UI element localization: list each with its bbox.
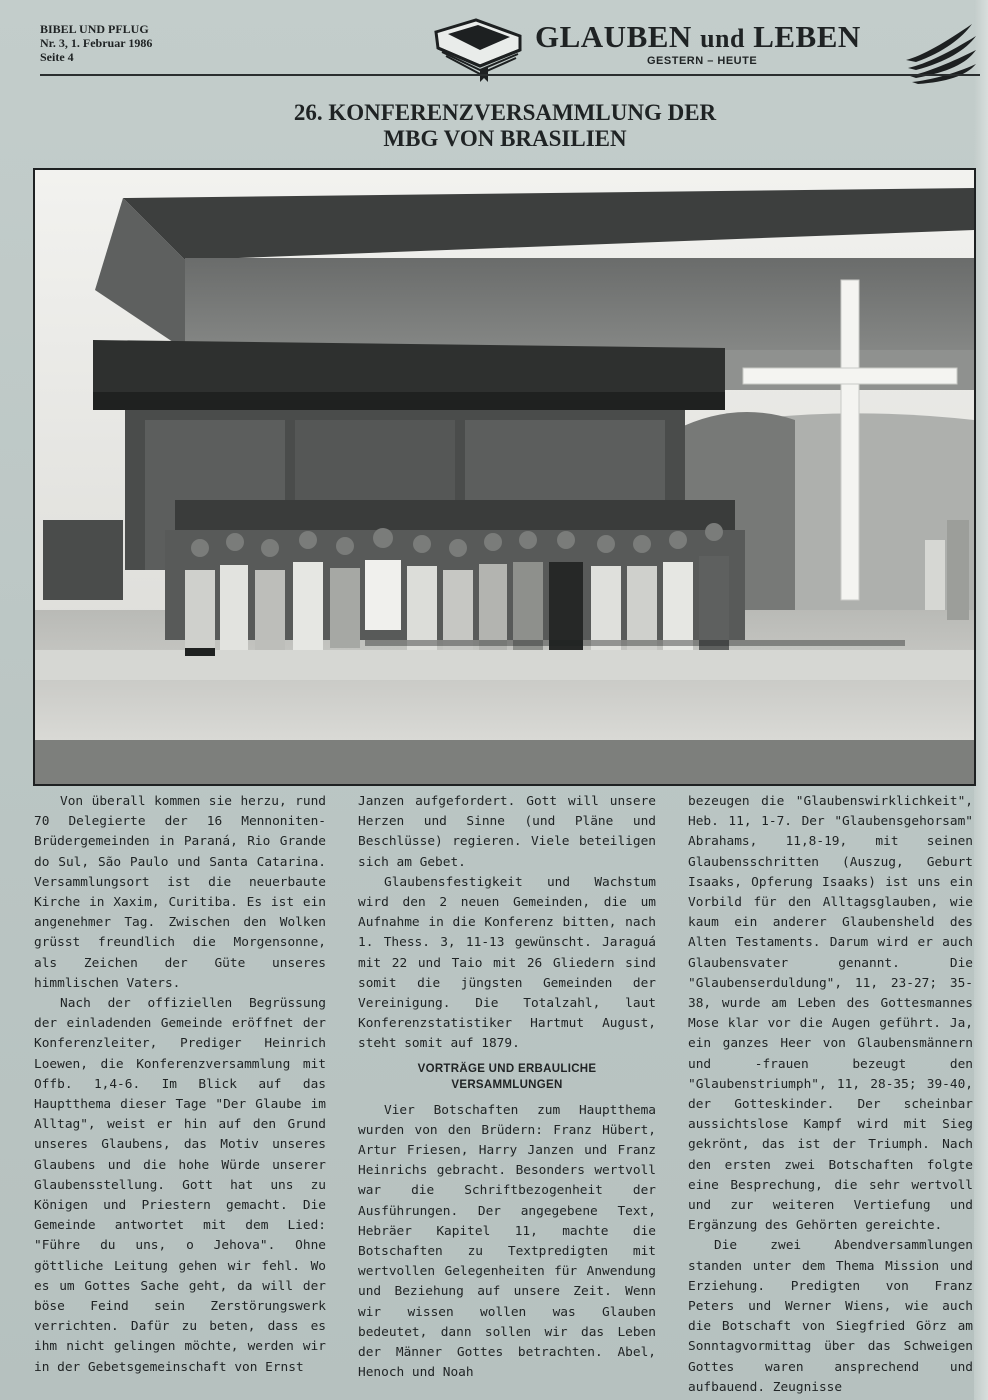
section-subtitle: GESTERN – HEUTE: [647, 55, 758, 67]
section-title: [535, 20, 905, 56]
header-rule: [40, 74, 980, 76]
section-title-word-3: LEBEN: [753, 19, 861, 54]
section-title-word-1: GLAUBEN: [535, 19, 692, 54]
paragraph: Vier Botschaften zum Hauptthema wurden von den Brüdern: Franz Hübert, Artur Friesen, Harry Janzen und Franz Heinrichs gebracht. Besonders wertvoll war die Schriftbezogenheit der Ausführungen. Der angegebene Text, Hebräer Kapitel 11, machte die Botschaften zu Textpredigten mit wertvollen Gelegenheiten für Anwendung und Beziehung auf unsere Zeit. Wenn wir wissen wollen was Glauben bedeutet, dann sollen wir das Leben der Männer Gottes betrachten. Abel, Henoch und Noah: [358, 1102, 656, 1381]
page-number: Seite 4: [40, 50, 74, 64]
subheading: [358, 1061, 656, 1093]
paragraph: Glaubensfestigkeit und Wachstum wird den 2 neuen Gemeinden, die um Aufnahme in die Konferenz bitten, nach 1. Thess. 3, 11-13 gewünscht. Jaraguá mit 22 und Taio mit 26 Gliedern sind somit die jüngsten Gemeinden der Vereinigung. Die Totalzahl, laut Konferenzstatistiker Hartmut August, steht somit auf 1879.: [358, 874, 656, 1052]
headline-line-1: 26. KONFERENZVERSAMMLUNG DER: [293, 100, 717, 125]
column-3: [688, 792, 973, 1398]
page-edge: [974, 0, 988, 1400]
subheading-line-1: VORTRÄGE UND ERBAULICHE: [417, 1062, 597, 1075]
paragraph: Von überall kommen sie herzu, rund 70 Delegierte der 16 Mennoniten-Brüdergemeinden in Paraná, Rio Grande do Sul, São Paulo und Santa Catarina. Versammlungsort ist die neuerbaute Kirche in Xaxim, Curitiba. Es ist ein angenehmer Tag. Zwischen den Wolken grüsst freundlich die Morgensonne, als Zeichen der Güte unseres himmlischen Vaters.: [34, 794, 326, 991]
section-brand: [535, 20, 905, 67]
paragraph: Janzen aufgefordert. Gott will unsere Herzen und Sinne (und Pläne und Beschlüsse) regieren. Viele beteiligen sich am Gebet.: [358, 794, 656, 870]
column-1: [34, 792, 326, 1378]
masthead-info: [40, 22, 240, 64]
paragraph: Nach der offiziellen Begrüssung der einladenden Gemeinde eröffnet der Konferenzleiter, Prediger Heinrich Loewen, die Konferenzversammlung mit Offb. 1,4-6. Im Blick auf das Hauptthema dieser Tage "Der Glaube im Alltag", weist er hin auf den Grund unseres Glaubens, das Motiv unseres Glaubens und die hohe Würde unserer Glaubensstellung. Gott hat uns zu Königen und Priestern gemacht. Die Gemeinde antwortet mit dem Lied: "Führe du uns, o Jehova". Ohne göttliche Leitung gehen wir fehl. Wo es um Gottes Sache geht, da will der böse Feind sein Zerstörungswerk verrichten. Dafür zu beten, dass es ihm nicht gelingen möchte, werden wir in der Gebetsgemeinschaft von Ernst: [34, 996, 326, 1375]
issue-line: Nr. 3, 1. Februar 1986: [40, 36, 153, 50]
paragraph: Die zwei Abendversammlungen standen unter dem Thema Mission und Erziehung. Predigten von Franz Peters und Werner Wiens, wie auch die Botschaft von Siegfried Görz am Sonntagvormittag über das Schweigen Gottes waren ansprechend und aufbauend. Zeugnisse: [688, 1238, 973, 1395]
flame-icon: [902, 20, 978, 86]
article-headline: [150, 100, 860, 152]
headline-line-2: MBG VON BRASILIEN: [383, 126, 627, 151]
group-photo: [33, 168, 976, 786]
group-photo-church-cross: [35, 170, 974, 784]
section-title-word-2: und: [700, 24, 745, 53]
publication-name: BIBEL UND PFLUG: [40, 22, 149, 36]
column-2: [358, 792, 656, 1383]
subheading-line-2: VERSAMMLUNGEN: [451, 1078, 563, 1091]
paragraph: bezeugen die "Glaubenswirklichkeit", Heb. 11, 1-7. Der "Glaubensgehorsam" Abrahams, 11,8-19, mit seinen Glaubensschritten (Auszug, Geburt Isaaks, Opferung Isaaks) ist uns ein Vorbild für den Alltagsglauben, wie kaum ein anderer Glaubensheld des Alten Testaments. Darum wird er auch Glaubensvater genannt. Die "Glaubenserduldung", 11, 23-27; 35-38, wurde am Leben des Gottesmannes Mose klar vor die Augen geführt. Ja, ein ganzes Heer von Glaubensmännern und -frauen bezeugt den "Glaubenstriumph", 11, 28-35; 39-40, der Gotteskinder. Der scheinbar aussichtslose Kampf wird mit Sieg gekrönt, das ist der Triumph. Nach den ersten zwei Botschaften folgte eine Besprechung, die sehr wertvoll und zur weiteren Vertiefung und Ergänzung des Gehörten gereichte.: [688, 794, 973, 1234]
